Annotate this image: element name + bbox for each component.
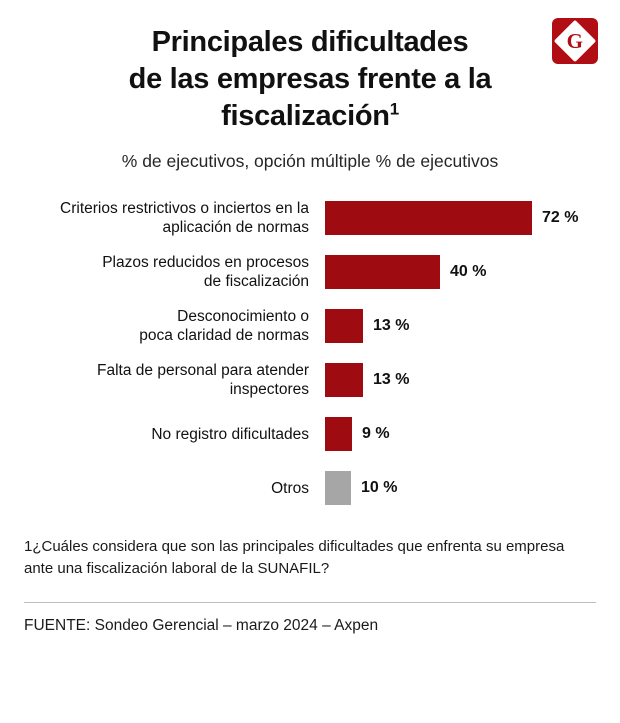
bar-label-line-2: poca claridad de normas xyxy=(139,327,309,345)
bar-label-line-1: No registro dificultades xyxy=(151,425,309,443)
logo-diamond-icon xyxy=(554,20,596,62)
bar-fill xyxy=(325,201,532,235)
bar-track xyxy=(325,466,600,510)
page-title-line-1: Principales dificultades xyxy=(151,26,469,58)
bar-label-line-2: aplicación de normas xyxy=(162,219,309,237)
chart-row xyxy=(20,412,600,456)
bar-label xyxy=(20,253,325,292)
bar-chart xyxy=(0,196,620,510)
page-title-line-2: de las empresas frente a la xyxy=(128,63,492,96)
page-title xyxy=(0,0,620,135)
bar-label xyxy=(20,361,325,400)
bar-fill xyxy=(325,417,352,451)
bar-value-label: 72 % xyxy=(542,209,579,227)
bar-label-line-1: Otros xyxy=(271,479,309,497)
chart-footnote: 1¿Cuáles considera que son las principales dificultades que enfrenta su empresa ante una fiscalización laboral de la SUNAFIL? xyxy=(24,538,565,578)
bar-label xyxy=(20,479,325,498)
bar-fill xyxy=(325,309,363,343)
bar-label-line-2: inspectores xyxy=(229,381,309,399)
page-title-footnote-marker: 1 xyxy=(389,99,399,119)
chart-row xyxy=(20,250,600,294)
bar-track xyxy=(325,358,600,402)
chart-source: FUENTE: Sondeo Gerencial – marzo 2024 – Axpen xyxy=(24,616,379,634)
page-title-line-3 xyxy=(40,98,580,135)
bar-value-label: 9 % xyxy=(362,425,390,443)
bar-label-line-1: Desconocimiento o xyxy=(177,307,309,325)
chart-row xyxy=(20,358,600,402)
bar-track xyxy=(325,412,600,456)
bar-fill xyxy=(325,363,363,397)
page-title-line-3-text: fiscalización xyxy=(221,100,390,133)
bar-value-label: 13 % xyxy=(373,371,410,389)
bar-value-label: 10 % xyxy=(361,479,398,497)
bar-label-line-1: Criterios restrictivos o inciertos en la xyxy=(60,199,309,217)
bar-label xyxy=(20,425,325,444)
chart-row xyxy=(20,304,600,348)
bar-track xyxy=(325,250,600,294)
bar-label-line-1: Falta de personal para atender xyxy=(97,361,309,379)
chart-subtitle: % de ejecutivos, opción múltiple % de ejecutivos xyxy=(121,151,499,172)
footer-divider xyxy=(24,602,596,603)
bar-value-label: 13 % xyxy=(373,317,410,335)
bar-track xyxy=(325,304,600,348)
bar-value-label: 40 % xyxy=(450,263,487,281)
bar-label-line-1: Plazos reducidos en procesos xyxy=(102,253,309,271)
bar-track xyxy=(325,196,600,240)
bar-label xyxy=(20,199,325,238)
logo-letter: G xyxy=(566,28,584,53)
brand-logo xyxy=(552,18,598,64)
bar-label-line-2: de fiscalización xyxy=(203,273,309,291)
bar-fill xyxy=(325,471,351,505)
bar-label xyxy=(20,307,325,346)
chart-row xyxy=(20,466,600,510)
chart-row xyxy=(20,196,600,240)
bar-fill xyxy=(325,255,440,289)
